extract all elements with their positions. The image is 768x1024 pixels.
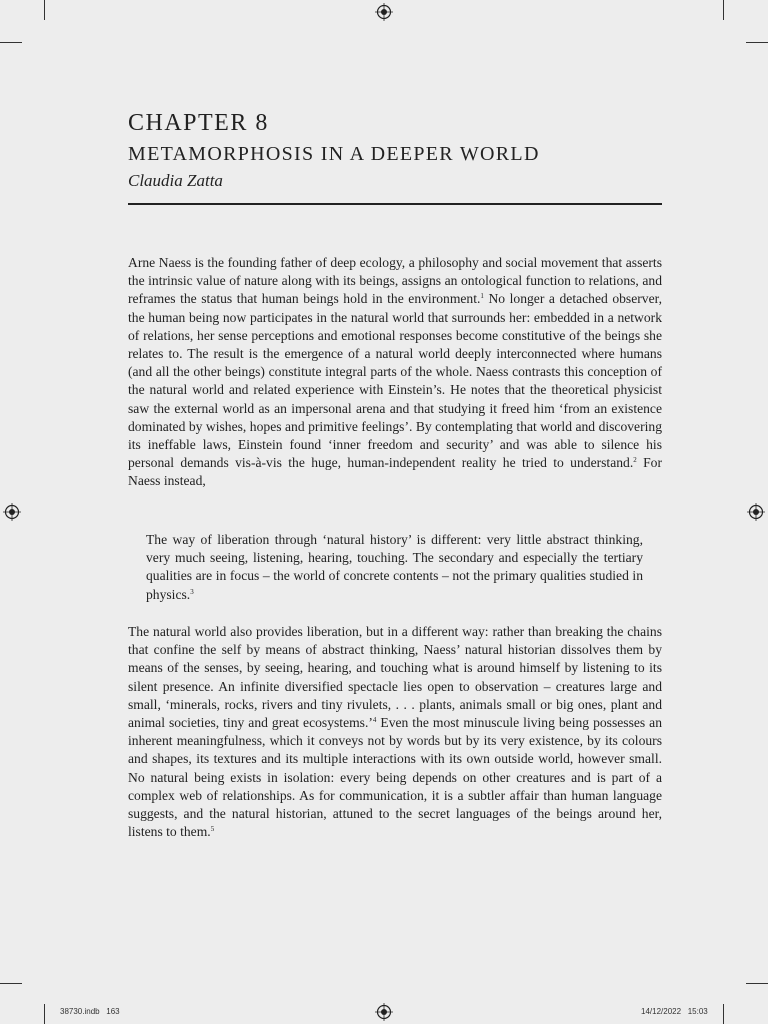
footnote-marker[interactable]: 4 [372,716,377,725]
chapter-number: CHAPTER 8 [128,110,269,136]
crop-mark [44,1004,45,1024]
quote-text: The way of liberation through ‘natural history’ is different: very little abstract thinking, very much seeing, listening, hearing, touching. The secondary and especially the tertiary qualities are in focus – the world of concrete contents – not the primary qualities studied in physics. [146,532,643,602]
paragraph-text: Even the most minuscule living being possesses an inherent meaningfulness, which it conveys not by words but by its very existence, by its colours and shapes, its textures and its multiple interactions with its own outside world, however small. No natural being exists in isolation: every being depends on other creatures and is part of a complex web of relationships. As for communication, it is a subtler affair than human language suggests, and the natural historian, attuned to the secret languages of the beings around her, listens to them. [128,715,662,840]
block-quote [146,531,643,604]
crop-mark [0,42,22,43]
footnote-marker[interactable]: 2 [633,456,637,465]
body-paragraph [128,254,662,491]
print-slug-file: 38730.indb 163 [60,1007,120,1016]
paragraph-text: Arne Naess is the founding father of deep ecology, a philosophy and social movement that asserts the intrinsic value of nature along with its beings, assigns an ontological function to relations, and reframes the status that human beings hold in the environment. [128,255,662,307]
crop-mark [44,0,45,20]
registration-mark-icon [375,1003,393,1021]
heading-rule [128,203,662,205]
crop-mark [723,0,724,20]
footnote-marker[interactable]: 3 [190,587,194,596]
paragraph-text: For Naess instead, [128,455,662,489]
chapter-title: METAMORPHOSIS IN A DEEPER WORLD [128,143,540,165]
body-paragraph [128,623,662,841]
crop-mark [746,42,768,43]
footnote-marker[interactable]: 1 [480,292,484,301]
print-slug-date: 14/12/2022 15:03 [641,1007,708,1016]
crop-mark [746,983,768,984]
paragraph-text: The natural world also provides liberation, but in a different way: rather than breaking the chains that confine the self by means of abstract thinking, Naess’ natural historian dissolves them by means of the senses, by seeing, hearing, and touching what is around himself by listening to its silent presence. An infinite diversified spectacle lies open to observation – creatures large and small, ‘minerals, rocks, rivers and tiny rivulets, . . . plants, animals small or big ones, plant and animal societies, tiny and great ecosystems.’ [128,624,662,731]
registration-mark-icon [375,3,393,21]
crop-mark [723,1004,724,1024]
registration-mark-icon [3,503,21,521]
paragraph-text: No longer a detached observer, the human being now participates in the natural world that surrounds her: embedded in a network of relations, her sense perceptions and emotional responses become constitutive of the beings she relates to. The result is the emergence of a natural world deeply interconnected where humans (and all the other beings) constitute integral parts of the whole. Naess contrasts this conception of the natural world and related experience with Einstein’s. He notes that the theoretical physicist saw the external world as an impersonal arena and that studying it freed him ‘from an existence dominated by wishes, hopes and primitive feelings’. By contemplating that world and discovering its ineffable laws, Einstein found ‘inner freedom and security’ and was able to silence his personal demands vis-à-vis the huge, human-independent reality he tried to understand. [128,291,662,471]
crop-mark [0,983,22,984]
footnote-marker[interactable]: 5 [210,825,215,834]
chapter-author: Claudia Zatta [128,171,223,190]
registration-mark-icon [747,503,765,521]
